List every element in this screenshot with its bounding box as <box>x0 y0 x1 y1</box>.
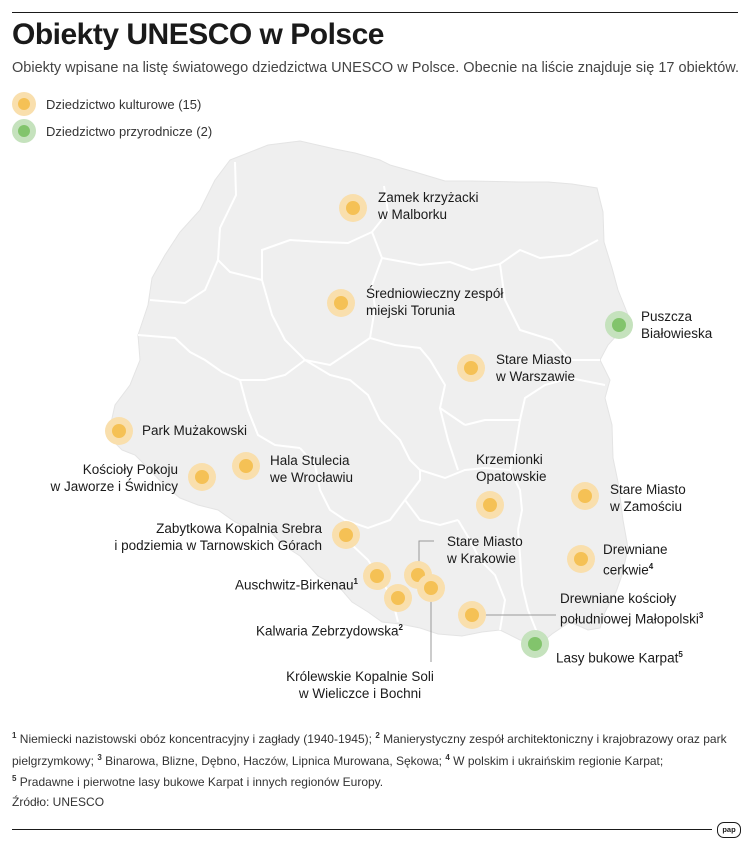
label-kopalnie-line2: w Wieliczce i Bochni <box>298 686 422 701</box>
label-kalwaria-line1: Kalwaria Zebrzydowska <box>255 623 399 639</box>
label-krzemionki-line1: Krzemionki <box>476 452 543 467</box>
label-torun-line2: miejski Torunia <box>366 303 456 318</box>
label-zamosc-line1: Stare Miasto <box>610 482 686 497</box>
label-auschwitz-line1: Auschwitz-Birkenau <box>235 577 354 593</box>
label-malbork <box>378 189 479 223</box>
page-title: Obiekty UNESCO w Polsce <box>12 18 384 51</box>
footnote-4-number: 4 <box>445 752 450 762</box>
marker-torun <box>327 289 355 317</box>
label-torun <box>366 285 503 319</box>
footnote-5-text: Pradawne i pierwotne lasy bukowe Karpat i innych regionów Europy. <box>19 775 384 789</box>
label-koscioly-line2: w Jaworze i Świdnicy <box>50 479 178 494</box>
marker-kalwaria <box>384 584 412 612</box>
footnote-3-text: Binarowa, Blizne, Dębno, Haczów, Lipnica Murowana, Sękowa; <box>105 753 443 768</box>
marker-tarnowskie-gory <box>332 521 360 549</box>
label-wroclaw <box>270 452 353 486</box>
label-torun-line1: Średniowieczny zespół <box>366 286 504 301</box>
footnote-1-text: Niemiecki nazistowski obóz koncentracyjny i zagłady (1940-1945); <box>19 732 372 746</box>
label-bialowieza <box>641 308 712 342</box>
label-zamosc <box>610 481 686 515</box>
footnote-ref-2: 2 <box>398 623 403 632</box>
label-malbork-line2: w Malborku <box>378 207 448 222</box>
label-tarnowskie-line2: i podziemia w Tarnowskich Górach <box>114 538 322 553</box>
footnote-5-number: 5 <box>12 774 17 783</box>
label-karpaty-line1: Lasy bukowe Karpat <box>556 650 679 666</box>
marker-zamosc <box>571 482 599 510</box>
source-note: Źródło: UNESCO <box>12 795 105 809</box>
marker-cerkwie <box>567 545 595 573</box>
label-malopolska <box>560 590 703 628</box>
label-zamosc-line2: w Zamościu <box>610 499 683 514</box>
marker-auschwitz <box>363 562 391 590</box>
marker-muzakowski <box>105 417 133 445</box>
label-cerkwie <box>603 541 668 579</box>
footnote-2-number: 2 <box>375 731 380 740</box>
label-karpaty <box>556 646 683 667</box>
marker-warszawa <box>457 354 485 382</box>
marker-malopolska <box>458 601 486 629</box>
label-warszawa-line2: w Warszawie <box>496 369 576 384</box>
footnotes <box>12 727 738 792</box>
label-krakow-line1: Stare Miasto <box>447 534 523 549</box>
bottom-rule <box>12 829 712 830</box>
label-cerkwie-line2: cerkwie <box>603 562 649 578</box>
label-tarnowskie-line1: Zabytkowa Kopalnia Srebra <box>156 521 322 536</box>
label-wroclaw-line2: we Wrocławiu <box>270 470 354 485</box>
marker-wroclaw <box>232 452 260 480</box>
label-kopalnie-soli <box>280 668 440 702</box>
footnote-ref-1: 1 <box>353 577 358 586</box>
marker-kopalnie-soli <box>417 574 445 602</box>
marker-karpaty <box>521 630 549 658</box>
footnote-1-number: 1 <box>12 731 17 740</box>
footnote-ref-4: 4 <box>648 562 654 571</box>
label-krakow <box>447 533 523 567</box>
marker-malbork <box>339 194 367 222</box>
label-bialowieza-line2: Białowieska <box>641 326 713 341</box>
marker-krzemionki <box>476 491 504 519</box>
legend-cultural-label: Dziedzictwo kulturowe (15) <box>46 96 202 112</box>
footnote-3-number: 3 <box>97 752 102 762</box>
footnote-ref-5: 5 <box>678 650 683 659</box>
label-malbork-line1: Zamek krzyżacki <box>378 190 479 205</box>
page-subtitle: Obiekty wpisane na listę światowego dziedzictwa UNESCO w Polsce. Obecnie na liście znajduje się 17 obiektów. <box>12 60 739 76</box>
label-auschwitz <box>180 573 358 594</box>
footnote-ref-3: 3 <box>698 611 704 620</box>
label-kopalnie-line1: Królewskie Kopalnie Soli <box>286 669 434 684</box>
label-koscioly-line1: Kościoły Pokoju <box>82 462 178 477</box>
label-muzakowski <box>142 422 247 439</box>
marker-bialowieza <box>605 311 633 339</box>
label-koscioly-pokoju <box>32 461 178 495</box>
pap-logo: pap <box>717 822 741 838</box>
label-wroclaw-line1: Hala Stulecia <box>270 453 350 468</box>
marker-koscioly-pokoju <box>188 463 216 491</box>
label-warszawa <box>496 351 575 385</box>
label-krzemionki-line2: Opatowskie <box>476 469 547 484</box>
footnote-4-text: W polskim i ukraińskim regionie Karpat; <box>453 753 664 768</box>
label-kalwaria <box>200 619 403 640</box>
label-tarnowskie-gory <box>96 520 322 554</box>
label-muzakowski-line1: Park Mużakowski <box>142 423 248 438</box>
label-cerkwie-line1: Drewniane <box>603 542 668 557</box>
label-krzemionki <box>476 451 547 485</box>
legend-natural-label: Dziedzictwo przyrodnicze (2) <box>46 123 213 139</box>
label-warszawa-line1: Stare Miasto <box>496 352 572 367</box>
label-krakow-line2: w Krakowie <box>447 551 517 566</box>
label-malopolska-line1: Drewniane kościoły <box>560 591 677 606</box>
footnote-2-text: Manierystyczny zespół architektoniczny i krajobrazowy oraz park pielgrzymkowy; <box>12 732 727 768</box>
label-malopolska-line2: południowej Małopolski <box>560 611 699 627</box>
label-bialowieza-line1: Puszcza <box>641 309 693 324</box>
